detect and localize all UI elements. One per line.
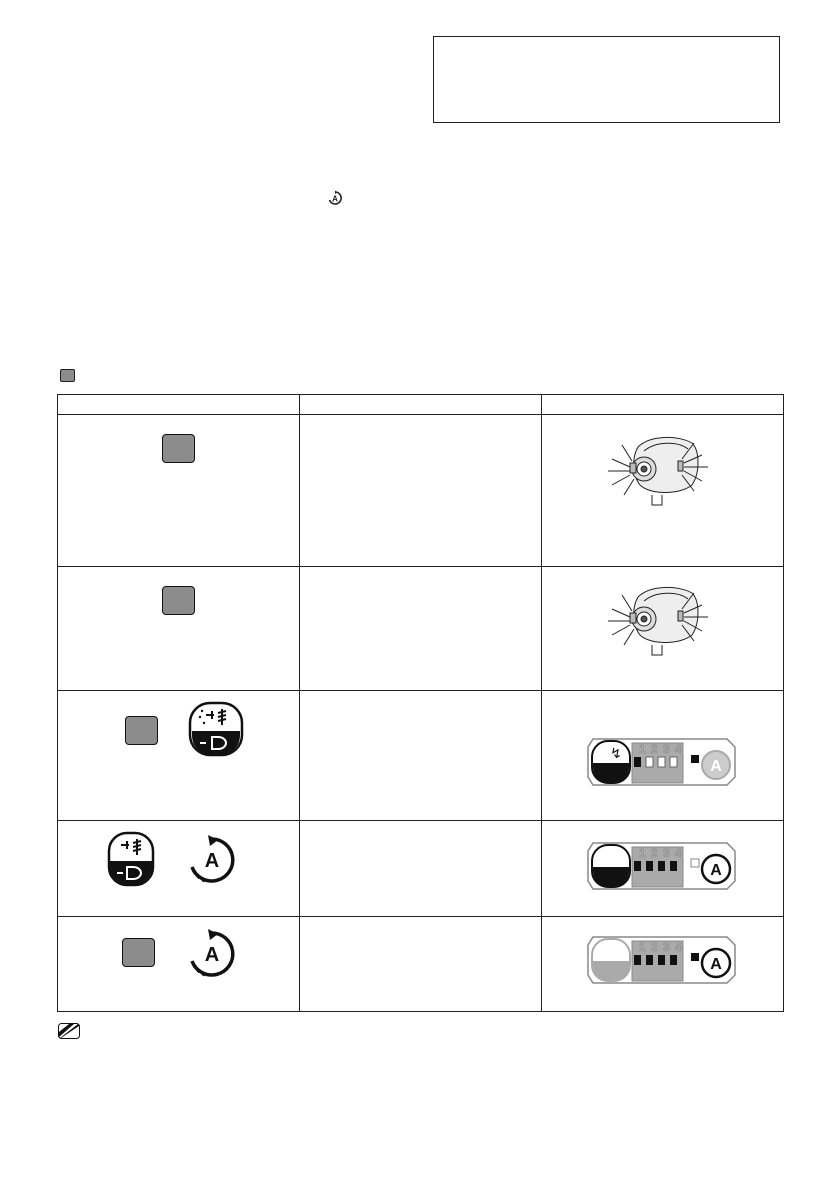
auto-mode-button-icon	[186, 929, 236, 979]
svg-text:↯: ↯	[610, 746, 622, 762]
svg-text:A: A	[204, 944, 220, 966]
svg-text:A: A	[204, 850, 220, 872]
svg-text:2: 2	[651, 940, 658, 954]
gray-button-icon	[122, 938, 155, 967]
control-panel-illustration	[587, 733, 737, 791]
table-cell	[542, 691, 784, 821]
operation-table	[57, 394, 784, 1012]
table-cell	[542, 415, 784, 567]
svg-text:2: 2	[651, 846, 658, 860]
table-row	[58, 415, 784, 567]
svg-text:3: 3	[663, 846, 670, 860]
gray-button-icon	[125, 716, 158, 745]
svg-text:A: A	[332, 194, 338, 204]
table-header	[542, 395, 784, 415]
light-mode-button-icon	[188, 701, 244, 757]
table-cell	[300, 917, 542, 1012]
table-row	[58, 917, 784, 1012]
svg-text:3: 3	[663, 940, 670, 954]
table-cell	[58, 917, 300, 1012]
svg-text:A: A	[710, 862, 722, 879]
svg-text:3: 3	[663, 742, 670, 756]
table-cell	[542, 917, 784, 1012]
svg-text:A: A	[710, 758, 722, 775]
note-icon	[58, 1023, 80, 1039]
note-box	[433, 36, 780, 123]
tool-front-lights-flashing-illustration	[600, 579, 712, 659]
gray-lit-button-icon	[60, 369, 75, 382]
light-mode-button-icon	[107, 831, 155, 887]
auto-mode-button-icon	[186, 835, 236, 885]
table-header	[300, 395, 542, 415]
table-cell	[542, 567, 784, 691]
table-header-row	[58, 395, 784, 415]
svg-text:4: 4	[675, 940, 682, 954]
control-panel-illustration	[587, 837, 737, 895]
table-row	[58, 567, 784, 691]
table-cell	[58, 567, 300, 691]
table-row	[58, 691, 784, 821]
table-cell	[542, 821, 784, 917]
svg-text:1: 1	[639, 940, 646, 954]
table-cell	[58, 691, 300, 821]
gray-button-icon	[162, 434, 195, 463]
svg-text:4: 4	[675, 846, 682, 860]
table-header	[58, 395, 300, 415]
table-cell	[58, 415, 300, 567]
svg-text:A: A	[710, 956, 722, 973]
svg-text:2: 2	[651, 742, 658, 756]
gray-button-icon	[162, 586, 195, 615]
svg-text:1: 1	[639, 846, 646, 860]
table-cell	[300, 821, 542, 917]
table-cell	[58, 821, 300, 917]
table-cell	[300, 691, 542, 821]
control-panel-illustration	[587, 931, 737, 989]
svg-text:1: 1	[639, 742, 646, 756]
table-cell	[300, 415, 542, 567]
auto-mode-icon	[327, 190, 343, 206]
svg-text:4: 4	[675, 742, 682, 756]
table-row	[58, 821, 784, 917]
tool-front-lights-flashing-illustration	[600, 429, 712, 509]
table-cell	[300, 567, 542, 691]
